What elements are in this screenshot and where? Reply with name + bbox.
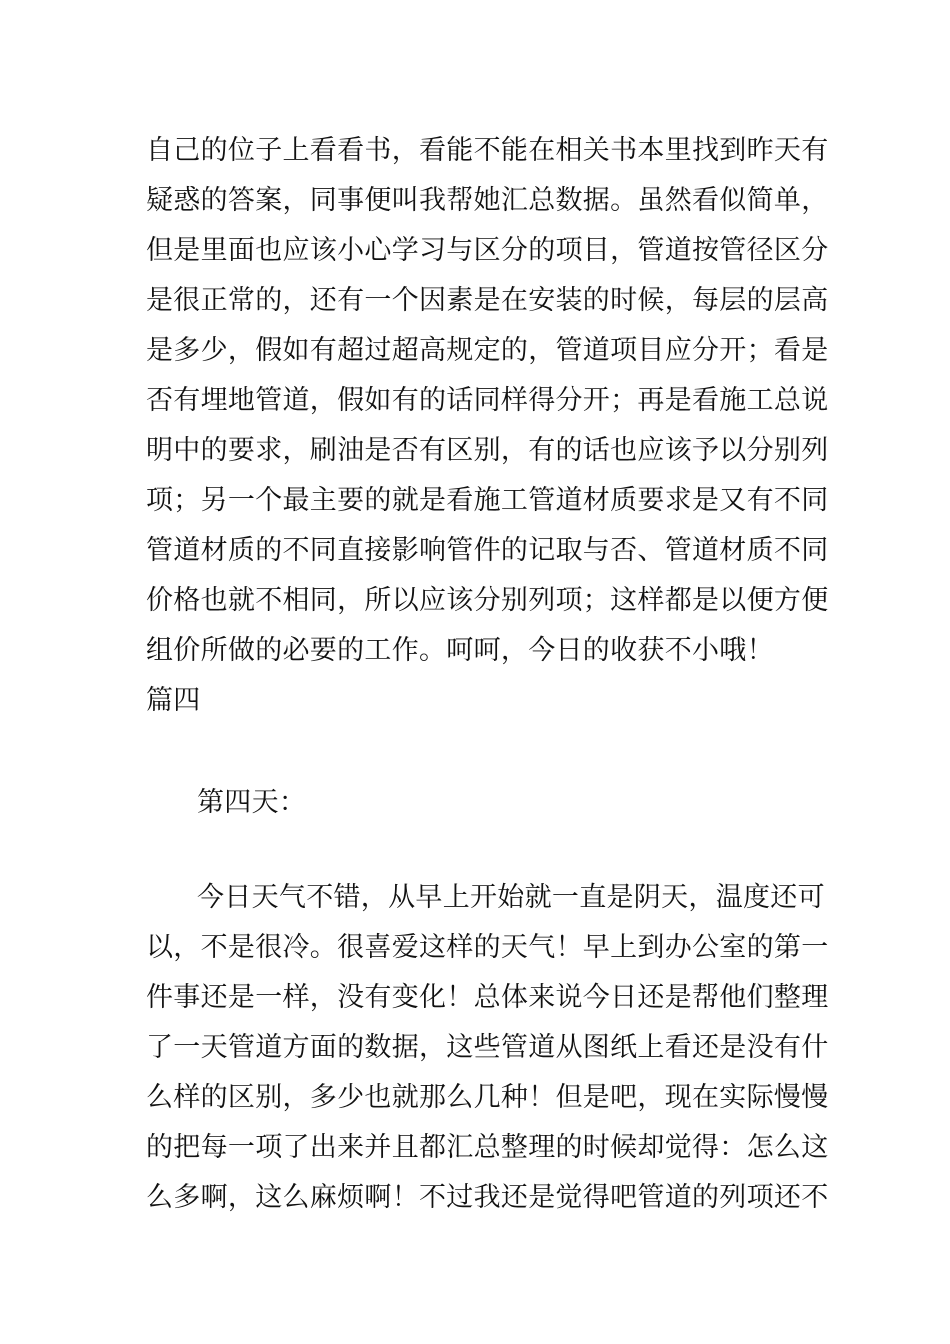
paragraph-line: 以，不是很冷。很喜爱这样的天气！早上到办公室的第一 — [146, 932, 829, 963]
paragraph-line: 明中的要求，刷油是否有区别，有的话也应该予以分别列 — [146, 435, 829, 466]
paragraph-line: 么样的区别，多少也就那么几种！但是吧，现在实际慢慢 — [146, 1082, 829, 1113]
paragraph-line: 但是里面也应该小心学习与区分的项目，管道按管径区分 — [146, 235, 829, 266]
section-heading: 篇四 — [146, 685, 201, 716]
paragraph-line: 组价所做的必要的工作。呵呵，今日的收获不小哦！ — [146, 635, 774, 666]
paragraph-line: 项；另一个最主要的就是看施工管道材质要求是又有不同 — [146, 485, 829, 516]
paragraph-line: 件事还是一样，没有变化！总体来说今日还是帮他们整理 — [146, 982, 829, 1013]
paragraph-line: 是多少，假如有超过超高规定的，管道项目应分开；看是 — [146, 335, 829, 366]
paragraph-line: 的把每一项了出来并且都汇总整理的时候却觉得：怎么这 — [146, 1132, 829, 1163]
paragraph-line: 管道材质的不同直接影响管件的记取与否、管道材质不同 — [146, 535, 829, 566]
paragraph-line: 否有埋地管道，假如有的话同样得分开；再是看施工总说 — [146, 385, 829, 416]
paragraph-line: 今日天气不错，从早上开始就一直是阴天，温度还可 — [197, 882, 825, 913]
paragraph-line: 自己的位子上看看书，看能不能在相关书本里找到昨天有 — [146, 135, 829, 166]
paragraph-line: 疑惑的答案，同事便叫我帮她汇总数据。虽然看似简单， — [146, 185, 829, 216]
paragraph-line: 了一天管道方面的数据，这些管道从图纸上看还是没有什 — [146, 1032, 829, 1063]
day-heading: 第四天： — [197, 787, 307, 818]
paragraph-line: 么多啊，这么麻烦啊！不过我还是觉得吧管道的列项还不 — [146, 1182, 829, 1213]
paragraph-line: 是很正常的，还有一个因素是在安装的时候，每层的层高 — [146, 285, 829, 316]
paragraph-line: 价格也就不相同，所以应该分别列项；这样都是以便方便 — [146, 585, 829, 616]
